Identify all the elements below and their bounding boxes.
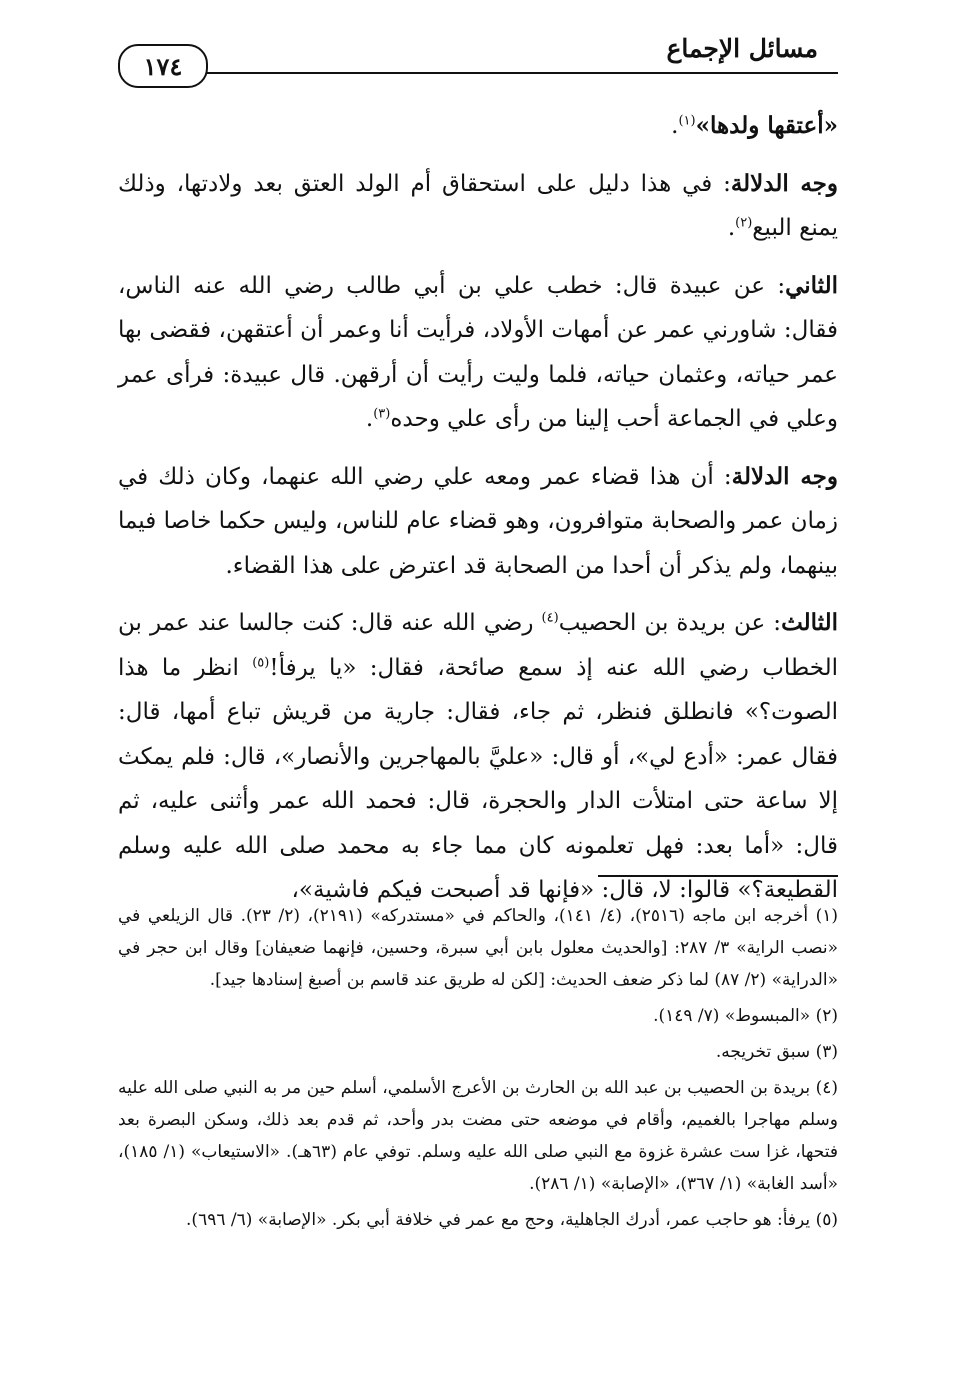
running-title: مسائل الإجماع [666, 34, 818, 63]
book-page [118, 30, 838, 1370]
footnote-ref[interactable]: (١) [678, 113, 696, 129]
paragraph-evidence-1 [118, 162, 838, 251]
period: . [727, 215, 736, 241]
footnote-number: (٤) [815, 1078, 839, 1098]
footnote-ref[interactable]: (٣) [373, 406, 391, 422]
paragraph-label: وجه الدلالة [730, 169, 838, 197]
paragraph-second [118, 264, 838, 442]
paragraph-text: : عن بريدة بن الحصيب [558, 610, 782, 636]
footnote-number: (٢) [815, 1006, 838, 1026]
footnotes [118, 900, 838, 1240]
paragraph-text: : أن هذا قضاء عمر ومعه علي رضي الله عنهما، وكان ذلك في زمان عمر والصحابة متوافرون، وهو قضاء عام للناس، وليس حكما خاصا فيما بينهما، ولم يذكر أن أحدا من الصحابة قد اعترض على هذا القضاء. [118, 463, 838, 579]
quote-text: «أعتقها ولدها» [695, 112, 838, 139]
paragraph-text-continued: انظر ما هذا الصوت؟» فانطلق فنظر، ثم جاء، فقال: جارية من قريش تباع أمها، قال: فقال عمر: «أدع لي»، أو قال: «عليَّ بالمهاجرين والأنصار»، قال: فلم يمكث إلا ساعة حتى امتلأت الدار والحجرة، قال: فحمد الله عمر وأثنى عليه، ثم قال: «أما بعد: فهل تعلمونه كان مما جاء به محمد صلى الله عليه وسلم القطيعة؟» قالوا: لا، قال: «فإنها قد أصبحت فيكم فاشية»، [118, 654, 838, 903]
footnote-text: سبق تخريجه. [715, 1042, 811, 1062]
footnote-ref[interactable]: (٤) [541, 610, 559, 626]
footnote-ref[interactable]: (٥) [252, 654, 270, 670]
paragraph-label: الثاني [785, 271, 838, 299]
period: . [671, 113, 679, 139]
period: . [365, 406, 374, 432]
footnote-1 [118, 900, 838, 996]
paragraph-third [118, 601, 838, 913]
footnote-text: «المبسوط» (٧/ ١٤٩). [653, 1006, 811, 1026]
footnote-ref[interactable]: (٢) [735, 215, 753, 231]
footnote-3 [118, 1036, 838, 1068]
page-header [118, 30, 838, 80]
footnote-text: أخرجه ابن ماجه (٢٥١٦)، (٤/ ١٤١)، والحاكم في «مستدركه» (٢١٩١)، (٢/ ٢٣). قال الزيلعي في «نصب الراية» ٣/ ٢٨٧: [والحديث معلول بابن أبي سبرة، وحسين، فإنهما ضعيفان] وقال ابن حجر في «الدراية» (٢/ ٨٧) لما ذكر ضعف الحديث: [لكن له طريق عند قاسم بن أصبغ إسنادها جيد]. [118, 906, 838, 990]
footnote-separator [598, 875, 838, 877]
page-number-badge: ١٧٤ [118, 44, 208, 88]
footnote-2 [118, 1000, 838, 1032]
footnote-number: (٣) [815, 1042, 838, 1062]
paragraph-evidence-2 [118, 455, 838, 589]
footnote-4 [118, 1072, 838, 1200]
footnote-number: (١) [815, 906, 839, 926]
footnote-number: (٥) [815, 1210, 838, 1230]
paragraph-text-continued: رضي الله عنه قال: كنت جالسا عند عمر بن الخطاب رضي الله عنه إذ سمع صائحة، فقال: «يا يرفأ! [118, 610, 838, 681]
paragraph-label: الثالث [781, 609, 839, 636]
paragraph-text: : في هذا دليل على استحقاق أم الولد العتق بعد ولادتها، وذلك يمنع البيع [118, 170, 838, 241]
footnote-text: يرفأ: هو حاجب عمر، أدرك الجاهلية، وحج مع عمر في خلافة أبي بكر. «الإصابة» (٦/ ٦٩٦). [186, 1210, 811, 1230]
header-rule [200, 72, 838, 74]
main-text [118, 104, 838, 926]
paragraph-hadith-end [118, 104, 838, 149]
footnote-text: بريدة بن الحصيب بن عبد الله بن الحارث بن الأعرج الأسلمي، أسلم حين مر به النبي صلى الله عليه وسلم مهاجرا بالغميم، وأقام في موضعه حتى مضت بدر وأحد، ثم قدم بعد ذلك، وسكن البصرة بعد فتحها، غزا ست عشرة غزوة مع النبي صلى الله عليه وسلم. توفي عام (٦٣هـ). «الاستيعاب» (١/ ١٨٥)، «أسد الغابة» (١/ ٣٦٧)، «الإصابة» (١/ ٢٨٦). [118, 1078, 839, 1194]
footnote-5 [118, 1204, 838, 1236]
paragraph-text: : عن عبيدة قال: خطب علي بن أبي طالب رضي الله عنه الناس، فقال: شاورني عمر عن أمهات الأولاد، فرأيت أنا وعمر أن أعتقهن، فقضى بها عمر حياته، وعثمان حياته، فلما وليت رأيت أن أرقهن. قال عبيدة: فرأى عمر وعلي في الجماعة أحب إلينا من رأى علي وحده [118, 272, 838, 432]
paragraph-label: وجه الدلالة [731, 462, 838, 490]
